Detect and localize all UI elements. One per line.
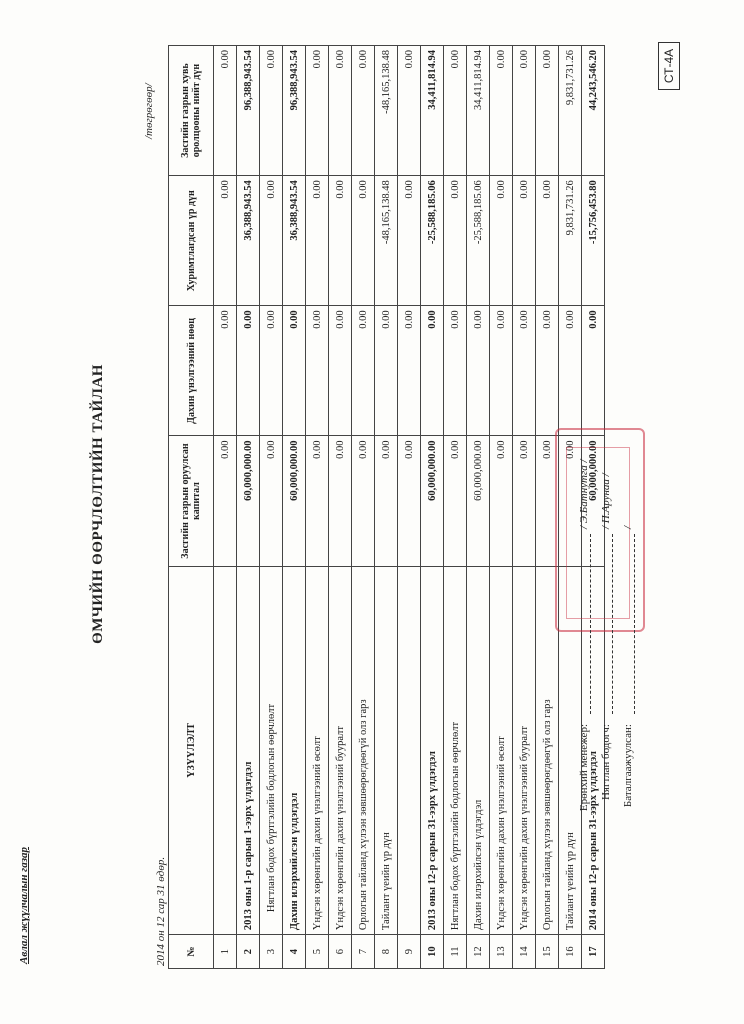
cell-gov-capital: 0.00	[375, 436, 398, 566]
table-row	[352, 46, 375, 969]
cell-total-gov-share: 0.00	[260, 46, 283, 176]
col-header-total-gov-share: Засгийн газрын хувь оролцооны нийт дүн	[169, 46, 214, 176]
cell-total-gov-share: 0.00	[352, 46, 375, 176]
signature-line	[622, 534, 635, 714]
table-row	[467, 46, 490, 969]
cell-revaluation-reserve: 0.00	[467, 306, 490, 436]
cell-gov-capital: 60,000,000.00	[582, 436, 605, 566]
cell-revaluation-reserve: 0.00	[444, 306, 467, 436]
cell-revaluation-reserve: 0.00	[352, 306, 375, 436]
cell-accumulated-result: 9,831,731.26	[559, 176, 582, 306]
table-row	[444, 46, 467, 969]
cell-accumulated-result: 0.00	[513, 176, 536, 306]
cell-gov-capital: 0.00	[536, 436, 559, 566]
col-header-no: №	[169, 935, 214, 969]
cell-total-gov-share: 0.00	[329, 46, 352, 176]
col-header-accumulated-result: Хуримтлагдсан үр дүн	[169, 176, 214, 306]
cell-accumulated-result: -25,588,185.06	[467, 176, 490, 306]
row-number: 17	[582, 935, 605, 969]
row-number: 1	[214, 935, 237, 969]
signatory-name: /	[622, 525, 634, 529]
row-number: 9	[398, 935, 421, 969]
row-label: Орлогын тайланд хүлээн зөвшөөрөгдөөгүй олз гарз	[536, 566, 559, 935]
row-label: Тайлант үеийн үр дүн	[559, 566, 582, 935]
table-header-row	[169, 46, 214, 969]
table-row	[375, 46, 398, 969]
cell-total-gov-share: -48,165,138.48	[375, 46, 398, 176]
row-label: Үндсэн хөрөнгийн дахин үнэлгээний өсөлт	[306, 566, 329, 935]
row-number: 3	[260, 935, 283, 969]
row-number: 5	[306, 935, 329, 969]
cell-gov-capital: 0.00	[559, 436, 582, 566]
cell-accumulated-result: 36,388,943.54	[237, 176, 260, 306]
row-label	[214, 566, 237, 935]
report-date: 2014 он 12 сар 31 өдөр.	[155, 856, 167, 966]
row-label: Нягтлан бодох бүртгэлийн бодлогын өөрчлөлт	[444, 566, 467, 935]
signature-label: Баталгаажуулсан:	[622, 724, 634, 808]
table-row	[329, 46, 352, 969]
cell-accumulated-result: 0.00	[260, 176, 283, 306]
table-row	[237, 46, 260, 969]
row-label: 2013 оны 1-р сарын 1-ээрх үлдэгдэл	[237, 566, 260, 935]
equity-changes-table	[168, 45, 605, 969]
cell-gov-capital: 0.00	[490, 436, 513, 566]
cell-accumulated-result: 36,388,943.54	[283, 176, 306, 306]
cell-accumulated-result: 0.00	[444, 176, 467, 306]
row-number: 16	[559, 935, 582, 969]
cell-total-gov-share: 0.00	[490, 46, 513, 176]
signature-line	[600, 534, 613, 714]
cell-accumulated-result: 0.00	[352, 176, 375, 306]
cell-accumulated-result: 0.00	[490, 176, 513, 306]
row-label: Үндсэн хөрөнгийн дахин үнэлгээний бууралт	[329, 566, 352, 935]
cell-revaluation-reserve: 0.00	[582, 306, 605, 436]
table-row	[513, 46, 536, 969]
row-number: 4	[283, 935, 306, 969]
col-header-revaluation-reserve: Дахин үнэлгээний нөөц	[169, 306, 214, 436]
cell-accumulated-result: -25,588,185.06	[421, 176, 444, 306]
currency-unit: /төгрөгөөр/	[143, 83, 155, 139]
cell-revaluation-reserve: 0.00	[559, 306, 582, 436]
cell-revaluation-reserve: 0.00	[536, 306, 559, 436]
cell-accumulated-result: -15,756,453.80	[582, 176, 605, 306]
cell-revaluation-reserve: 0.00	[490, 306, 513, 436]
cell-accumulated-result: 0.00	[536, 176, 559, 306]
cell-accumulated-result: 0.00	[306, 176, 329, 306]
report-title: ӨМЧИЙН ӨӨРЧЛӨЛТИЙН ТАЙЛАН	[90, 364, 106, 644]
cell-accumulated-result: 0.00	[398, 176, 421, 306]
cell-total-gov-share: 0.00	[306, 46, 329, 176]
row-number: 10	[421, 935, 444, 969]
row-number: 2	[237, 935, 260, 969]
cell-total-gov-share: 0.00	[444, 46, 467, 176]
cell-gov-capital: 0.00	[214, 436, 237, 566]
cell-gov-capital: 60,000,000.00	[283, 436, 306, 566]
row-label: Дахин илэрхийлсэн үлдэгдэл	[283, 566, 306, 935]
cell-total-gov-share: 96,388,943.54	[237, 46, 260, 176]
row-label: 2014 оны 12-р сарын 31-ээрх үлдэгдэл	[582, 566, 605, 935]
row-label: Нягтлан бодох бүртгэлийн бодлогын өөрчлөлт	[260, 566, 283, 935]
row-number: 12	[467, 935, 490, 969]
department-name: Авлал жүүлчалын газар	[18, 846, 30, 964]
cell-gov-capital: 0.00	[444, 436, 467, 566]
table-row	[398, 46, 421, 969]
row-label: Орлогын тайланд хүлээн зөвшөөрөгдөөгүй олз гарз	[352, 566, 375, 935]
cell-gov-capital: 0.00	[260, 436, 283, 566]
signature-label: Ерөнхий менежер:	[578, 724, 590, 812]
cell-gov-capital: 0.00	[513, 436, 536, 566]
cell-total-gov-share: 0.00	[214, 46, 237, 176]
cell-total-gov-share: 44,243,546.20	[582, 46, 605, 176]
signatory-name: / П.Арунаа /	[600, 473, 612, 529]
row-number: 11	[444, 935, 467, 969]
form-code: СТ-4А	[658, 42, 680, 90]
row-number: 7	[352, 935, 375, 969]
table-row	[490, 46, 513, 969]
row-label: Тайлант үеийн үр дүн	[375, 566, 398, 935]
table-row	[421, 46, 444, 969]
row-label	[398, 566, 421, 935]
cell-revaluation-reserve: 0.00	[260, 306, 283, 436]
cell-gov-capital: 60,000,000.00	[421, 436, 444, 566]
cell-total-gov-share: 0.00	[536, 46, 559, 176]
row-number: 13	[490, 935, 513, 969]
cell-revaluation-reserve: 0.00	[398, 306, 421, 436]
table-row	[214, 46, 237, 969]
cell-revaluation-reserve: 0.00	[513, 306, 536, 436]
signature-label: Нягтлан бодогч:	[600, 724, 612, 801]
row-label: Үндсэн хөрөнгийн дахин үнэлгээний өсөлт	[490, 566, 513, 935]
cell-revaluation-reserve: 0.00	[237, 306, 260, 436]
col-header-gov-capital: Засгийн газрын оруулсан капитал	[169, 436, 214, 566]
cell-total-gov-share: 9,831,731.26	[559, 46, 582, 176]
cell-gov-capital: 0.00	[352, 436, 375, 566]
cell-gov-capital: 60,000,000.00	[237, 436, 260, 566]
table-row	[306, 46, 329, 969]
cell-revaluation-reserve: 0.00	[329, 306, 352, 436]
cell-gov-capital: 0.00	[306, 436, 329, 566]
cell-total-gov-share: 0.00	[513, 46, 536, 176]
cell-revaluation-reserve: 0.00	[375, 306, 398, 436]
cell-total-gov-share: 34,411,814.94	[421, 46, 444, 176]
cell-total-gov-share: 34,411,814.94	[467, 46, 490, 176]
row-number: 6	[329, 935, 352, 969]
red-stamp-inner	[566, 447, 630, 619]
cell-gov-capital: 60,000,000.00	[467, 436, 490, 566]
row-label: Дахин илэрхийлсэн үлдэгдэл	[467, 566, 490, 935]
cell-revaluation-reserve: 0.00	[283, 306, 306, 436]
cell-accumulated-result: 0.00	[214, 176, 237, 306]
signature-line	[578, 534, 591, 714]
row-label: 2013 оны 12-р сарын 31-ээрх үлдэгдэл	[421, 566, 444, 935]
col-header-indicator: ҮЗҮҮЛЭЛТ	[169, 566, 214, 935]
cell-total-gov-share: 0.00	[398, 46, 421, 176]
cell-revaluation-reserve: 0.00	[306, 306, 329, 436]
table-row	[260, 46, 283, 969]
cell-gov-capital: 0.00	[329, 436, 352, 566]
table-row	[283, 46, 306, 969]
row-number: 15	[536, 935, 559, 969]
signatory-name: / Э.Батнутга /	[578, 459, 590, 529]
row-number: 14	[513, 935, 536, 969]
cell-total-gov-share: 96,388,943.54	[283, 46, 306, 176]
cell-gov-capital: 0.00	[398, 436, 421, 566]
cell-revaluation-reserve: 0.00	[214, 306, 237, 436]
cell-revaluation-reserve: 0.00	[421, 306, 444, 436]
cell-accumulated-result: -48,165,138.48	[375, 176, 398, 306]
cell-accumulated-result: 0.00	[329, 176, 352, 306]
row-number: 8	[375, 935, 398, 969]
row-label: Үндсэн хөрөнгийн дахин үнэлгээний бууралт	[513, 566, 536, 935]
